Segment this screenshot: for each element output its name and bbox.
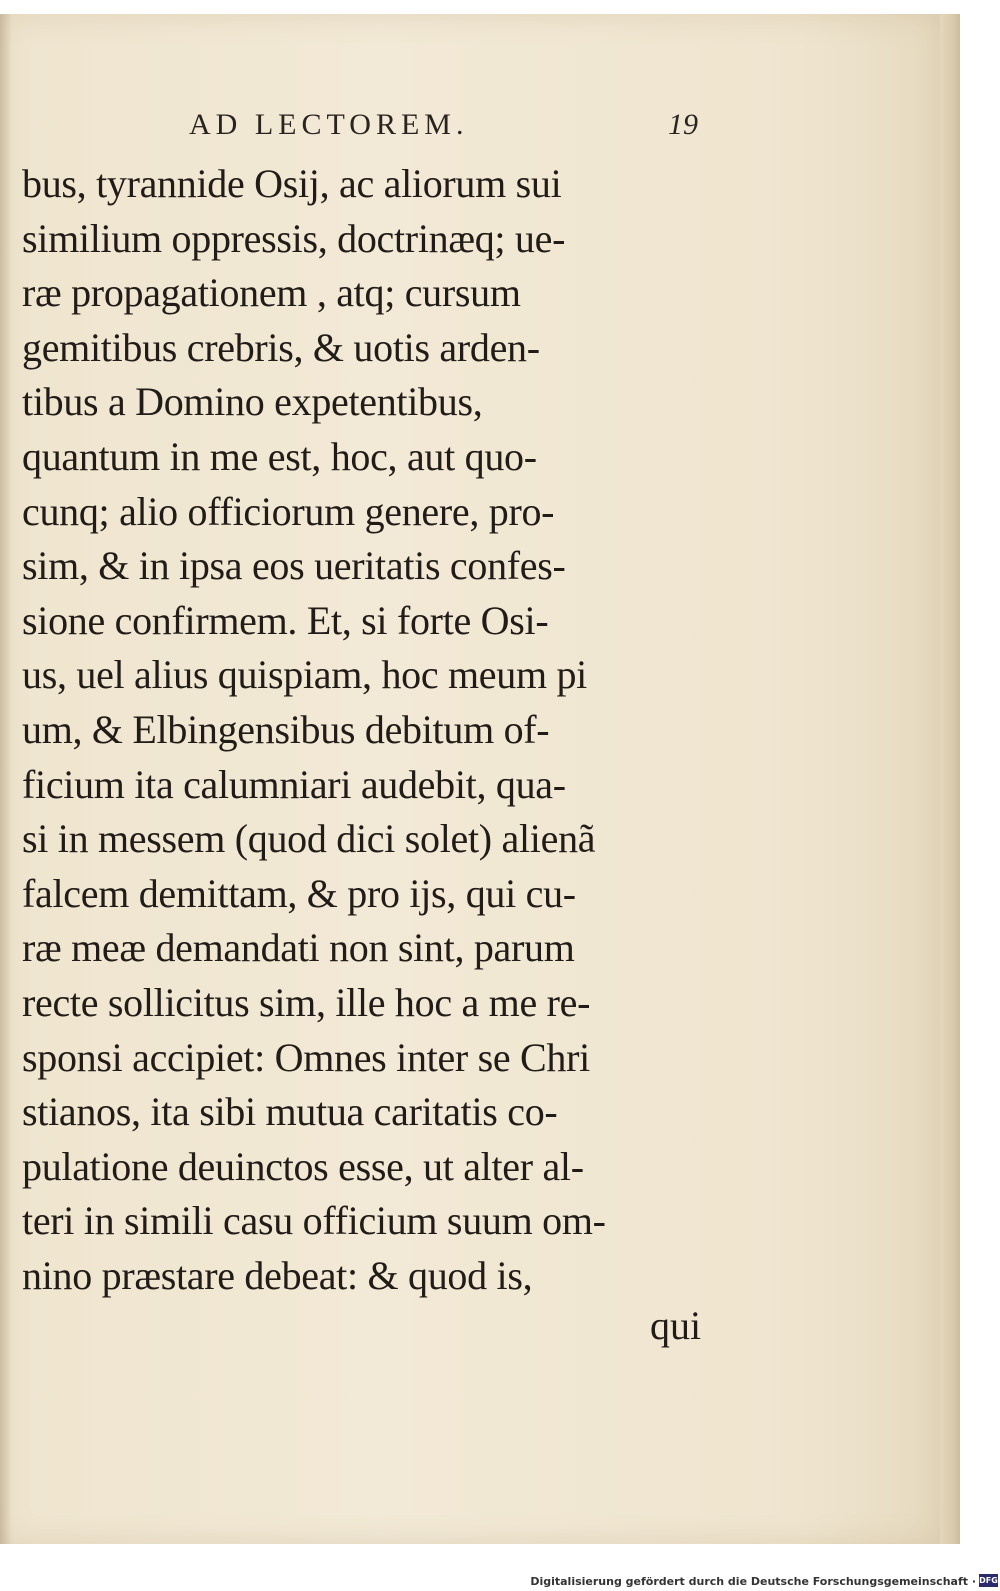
text-line: ræ propagationem , atq; cursum [22,270,521,316]
text-line: stianos, ita sibi mutua caritatis co- [22,1089,558,1135]
text-line: sim, & in ipsa eos ueritatis confes- [22,543,566,589]
page-edge [940,14,960,1544]
text-line: recte sollicitus sim, ille hoc a me re- [22,979,591,1025]
text-line: nino præstare debeat: & quod is, [22,1252,533,1298]
text-line: pulatione deuinctos esse, ut alter al- [22,1143,584,1189]
catchword: qui [650,1303,702,1348]
text-line: sione confirmem. Et, si forte Osi- [22,597,549,643]
text-line: teri in simili casu officium suum om- [22,1198,606,1244]
gutter-shadow [0,14,12,1544]
text-line: sponsi accipiet: Omnes inter se Chri [22,1034,590,1080]
text-line: si in messem (quod dici solet) alienã [22,816,596,862]
text-line: cunq; alio officiorum genere, pro- [22,488,555,534]
text-line: ficium ita calumniari audebit, qua- [22,761,566,807]
page-header [0,108,940,148]
text-line: tibus a Domino expetentibus, [22,379,483,425]
text-line: ræ meæ demandati non sint, parum [22,925,575,971]
text-line: us, uel alius quispiam, hoc meum pi [22,652,587,698]
text-line: falcem demittam, & pro ijs, qui cu- [22,870,576,916]
funding-credit: Digitalisierung gefördert durch die Deutsche Forschungsgemeinschaft · [530,1575,976,1588]
dfg-logo: DFG [979,1576,998,1585]
text-line: um, & Elbingensibus debitum of- [22,706,550,752]
folio-number: 19 [668,108,698,141]
text-line: quantum in me est, hoc, aut quo- [22,433,537,479]
body-text [22,157,722,1303]
text-line: similium oppressis, doctrinæq; ue- [22,215,566,261]
running-head: AD LECTOREM. [189,108,469,141]
text-line: bus, tyrannide Osij, ac aliorum sui [22,161,562,206]
text-line: gemitibus crebris, & uotis arden- [22,324,540,370]
